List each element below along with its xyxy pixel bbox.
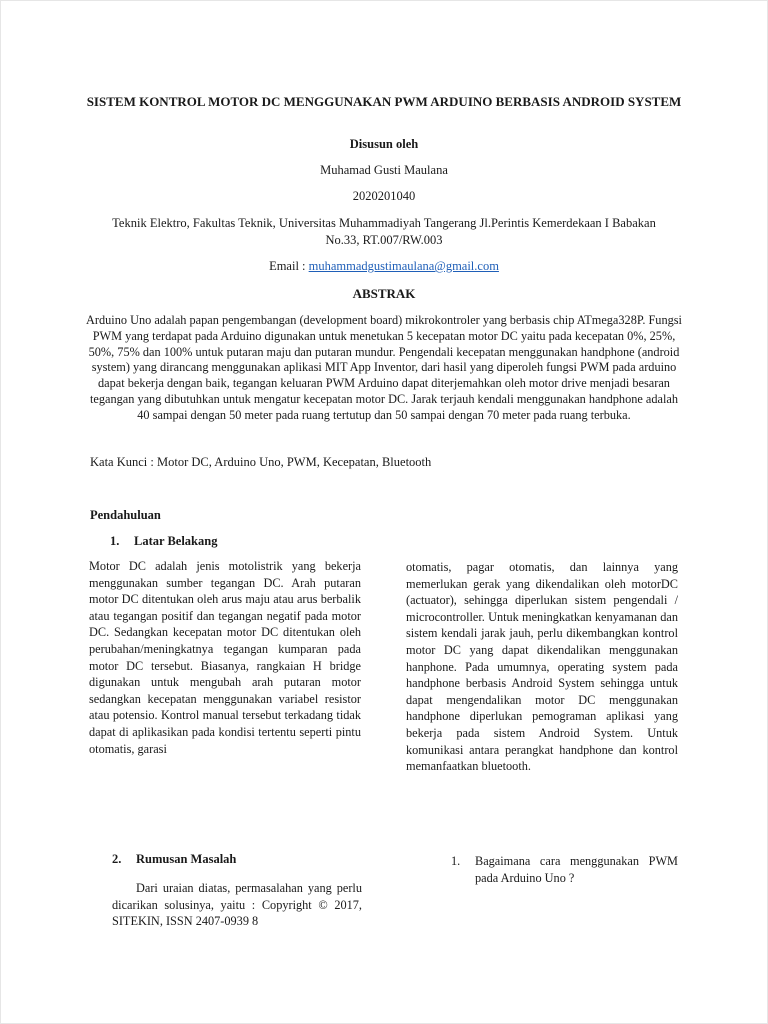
list-item-text: Bagaimana cara menggunakan PWM pada Arduino Uno ? [475,854,678,885]
list-item-number: 1. [451,854,461,868]
keywords: Kata Kunci : Motor DC, Arduino Uno, PWM, Kecepatan, Bluetooth [90,455,432,469]
section-title: Latar Belakang [134,534,218,548]
section-number: 1. [110,534,120,548]
intro-heading: Pendahuluan [90,508,161,522]
section-title: Rumusan Masalah [136,852,237,866]
email-link[interactable]: muhammadgustimaulana@gmail.com [308,259,499,273]
email-label: Email : [269,259,309,273]
abstract-heading: ABSTRAK [352,286,416,301]
author-name: Muhamad Gusti Maulana [320,163,448,177]
student-id: 2020201040 [352,189,416,203]
paper-title: SISTEM KONTROL MOTOR DC MENGGUNAKAN PWM ARDUINO BERBASIS ANDROID SYSTEM [86,94,682,109]
section-heading-rumusan-masalah [112,852,236,867]
affiliation: Teknik Elektro, Fakultas Teknik, Universitas Muhammadiyah Tangerang Jl.Perintis Kemerdekaan I Babakan No.33, RT.007/RW.003 [112,216,656,247]
problem-paragraph: Dari uraian diatas, permasalahan yang perlu dicarikan solusinya, yaitu : Copyright © 2017, SITEKIN, ISSN 2407-0939 8 [112,881,362,929]
right-column-paragraph: otomatis, pagar otomatis, dan lainnya yang memerlukan gerak yang dikendalikan oleh motorDC (actuator), sehingga diperlukan sistem pengendali / microcontroller. Untuk meningkatkan kenyamanan dan sistem kendali jarak jauh, perlu dikembangkan kontrol motor DC yang dapat dikendalikan menggunakan hanphone. Pada umumnya, operating system pada handphone berbasis Android System sehingga untuk dapat mengendalikan motor DC menggunakan handphone diperlukan pemograman aplikasi yang bekerja pada sistem Android System. Untuk komunikasi antara perangkat handphone dan kontrol memanfaatkan bluetooth. [406,560,678,774]
section-number: 2. [112,852,122,866]
left-column-paragraph: Motor DC adalah jenis motolistrik yang bekerja menggunakan sumber tegangan DC. Arah putaran motor DC ditentukan oleh arus maju atau arus berbalik atau tegangan positif dan tegangan negatif pada motor DC. Sedangkan kecepatan motor DC ditentukan oleh perubahan/meningkatnya tegangan kumparan pada motor DC tersebut. Biasanya, rangkaian H bridge digunakan untuk mengubah arah putaran motor sedangkan kecepatan menggunakan variabel resistor atau potensio. Kontrol manual tersebut terkadang tidak dapat di aplikasikan pada kondisi tertentu seperti pintu otomatis, garasi [89,559,361,756]
section-heading-latar-belakang [110,534,217,549]
email-line [80,259,688,274]
abstract-text: Arduino Uno adalah papan pengembangan (development board) mikrokontroler yang berbasis chip ATmega328P. Fungsi PWM yang terdapat pada Arduino digunakan untuk menetukan 5 kecepatan motor DC yaitu pada kecepatan 0%, 25%, 50%, 75% dan 100% untuk putaran maju dan putaran mundur. Pengendali kecepatan menggunakan handphone (android system) yang dirancang menggunakan aplikasi MIT App Inventor, dari hasil yang diperoleh fungsi PWM pada arduino dapat bekerja dengan baik, tegangan keluaran PWM Arduino dapat diterjemahkan oleh motor drive menjadi besaran tegangan yang dibutuhkan untuk mengatur kecepatan motor DC. Jarak terjauh kendali menggunakan handphone adalah 40 sampai dengan 50 meter pada ruang tertutup dan 50 sampai dengan 70 meter pada ruang terbuka. [86,313,682,422]
byline: Disusun oleh [349,137,419,151]
